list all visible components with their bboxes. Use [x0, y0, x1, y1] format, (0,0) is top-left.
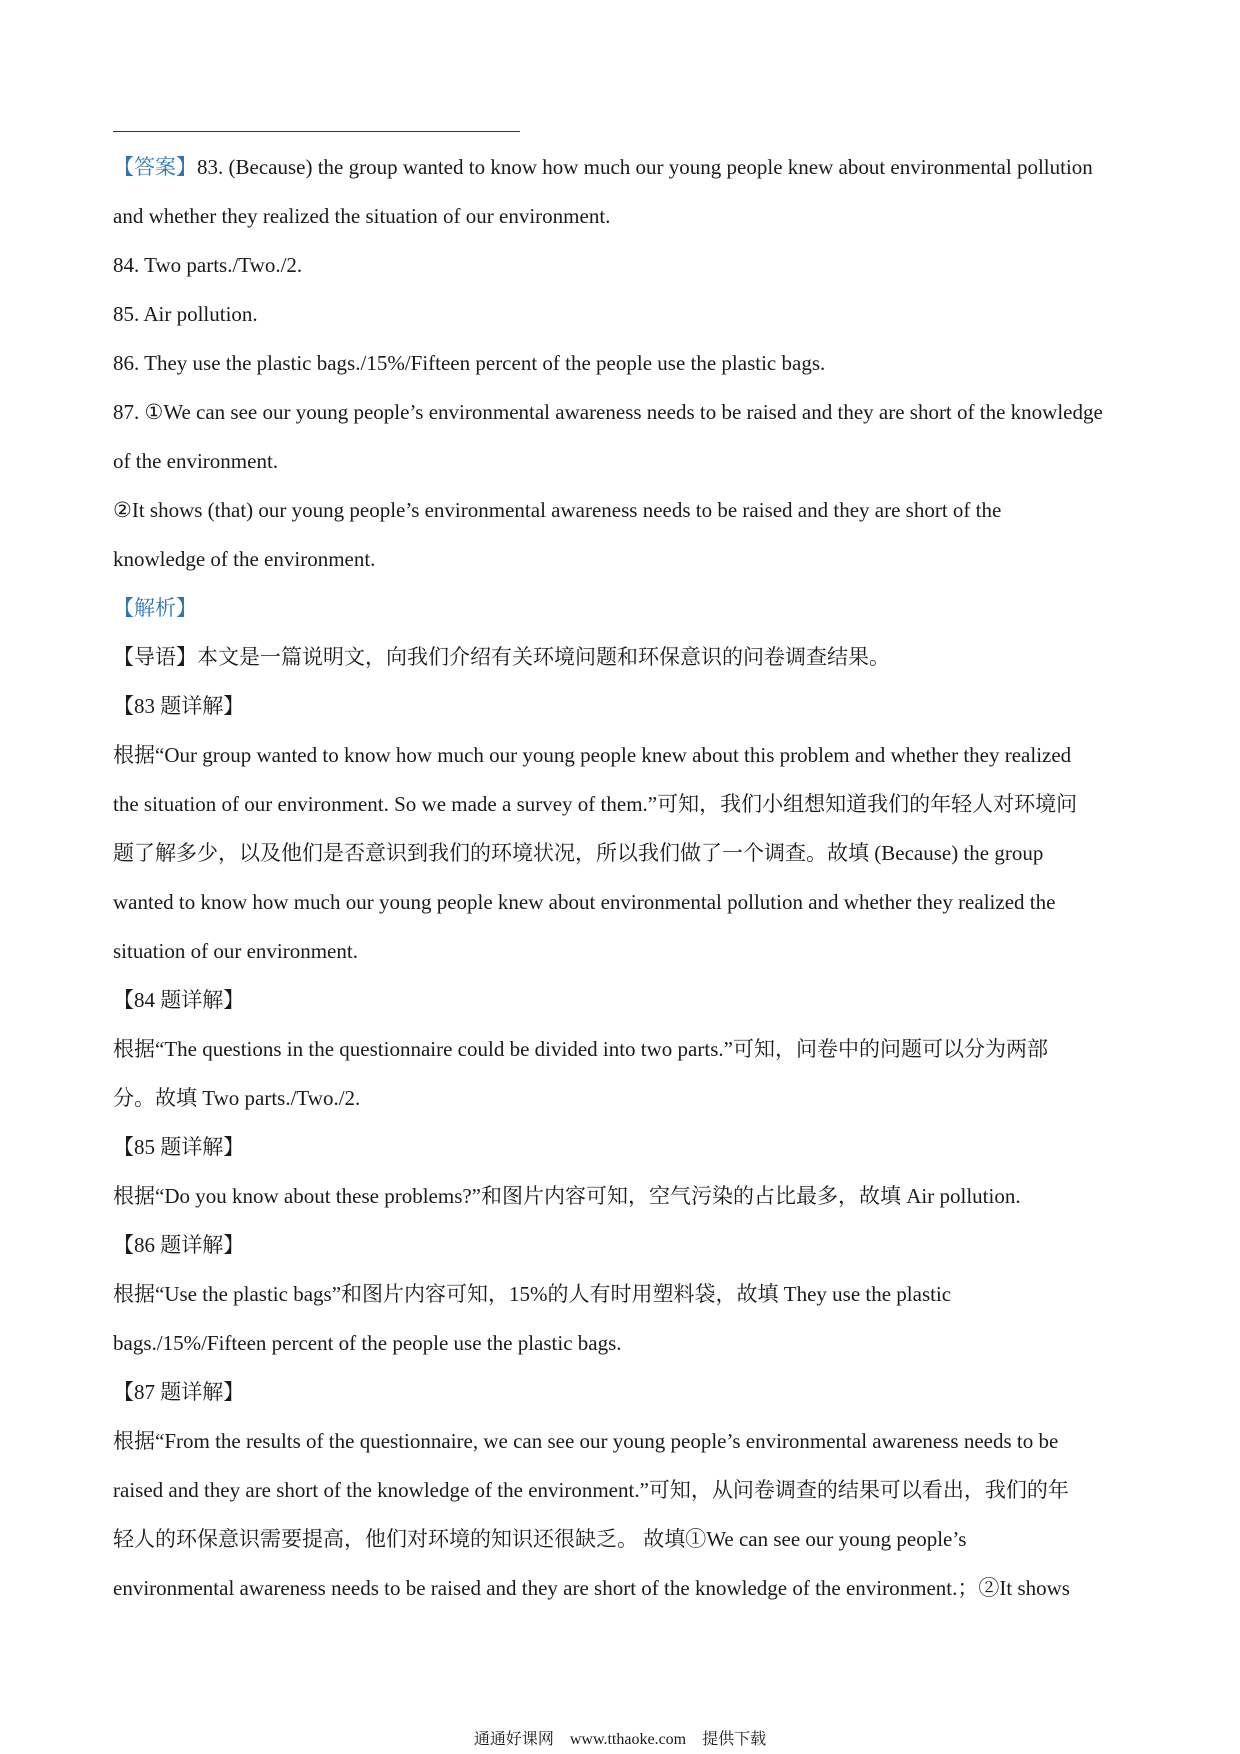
section-heading-83: 【83 题详解】 — [113, 694, 245, 718]
footnote-rule — [113, 131, 520, 132]
answer-line-7: of the environment. — [113, 449, 279, 473]
section-heading-86: 【86 题详解】 — [113, 1233, 245, 1257]
section-87-line-1: 根据“From the results of the questionnaire, we can see our young people’s environmental awareness needs to be — [113, 1429, 1059, 1453]
answer-line-2: and whether they realized the situation of our environment. — [113, 204, 611, 228]
section-86-line-1: 根据“Use the plastic bags”和图片内容可知，15%的人有时用塑料袋，故填 They use the plastic — [113, 1282, 952, 1306]
answer-line-8: ②It shows (that) our young people’s environmental awareness needs to be raised and they are short of the — [113, 498, 1002, 522]
analysis-intro: 【导语】本文是一篇说明文，向我们介绍有关环境问题和环保意识的问卷调查结果。 — [113, 645, 890, 669]
section-87-line-4: environmental awareness needs to be raised and they are short of the knowledge of the environment.；②It shows — [113, 1576, 1070, 1600]
answer-line-9: knowledge of the environment. — [113, 547, 376, 571]
answer-line-6: 87. ①We can see our young people’s environmental awareness needs to be raised and they are short of the knowledge — [113, 400, 1103, 424]
section-83-line-3: 题了解多少，以及他们是否意识到我们的环境状况，所以我们做了一个调查。故填 (Because) the group — [113, 841, 1044, 865]
section-87-line-3: 轻人的环保意识需要提高，他们对环境的知识还很缺乏。 故填①We can see our young people’s — [113, 1527, 967, 1551]
section-83-line-2: the situation of our environment. So we made a survey of them.”可知，我们小组想知道我们的年轻人对环境问 — [113, 792, 1078, 816]
section-84-line-1: 根据“The questions in the questionnaire could be divided into two parts.”可知，问卷中的问题可以分为两部 — [113, 1037, 1048, 1061]
section-84-line-2: 分。故填 Two parts./Two./2. — [113, 1086, 361, 1110]
answer-text: 83. (Because) the group wanted to know how much our young people knew about environmental pollution — [197, 155, 1093, 179]
document-body — [113, 143, 1137, 1613]
section-heading-87: 【87 题详解】 — [113, 1380, 245, 1404]
section-86-line-2: bags./15%/Fifteen percent of the people use the plastic bags. — [113, 1331, 622, 1355]
analysis-heading — [113, 584, 1137, 633]
section-83-line-1: 根据“Our group wanted to know how much our young people knew about this problem and whether they realized — [113, 743, 1072, 767]
answer-line-3: 84. Two parts./Two./2. — [113, 253, 303, 277]
answer-line-1 — [113, 143, 1137, 192]
footer-url[interactable]: www.tthaoke.com — [569, 1731, 687, 1748]
section-83-line-4: wanted to know how much our young people knew about environmental pollution and whether they realized the — [113, 890, 1056, 914]
section-87-line-2: raised and they are short of the knowledge of the environment.”可知，从问卷调查的结果可以看出，我们的年 — [113, 1478, 1069, 1502]
answer-line-4: 85. Air pollution. — [113, 302, 258, 326]
section-heading-84: 【84 题详解】 — [113, 988, 245, 1012]
answer-line-5: 86. They use the plastic bags./15%/Fifteen percent of the people use the plastic bags. — [113, 351, 826, 375]
footer-site-name: 通通好课网 — [473, 1731, 554, 1748]
section-heading-85: 【85 题详解】 — [113, 1135, 245, 1159]
page-footer — [0, 1730, 1240, 1750]
section-83-line-5: situation of our environment. — [113, 939, 358, 963]
analysis-tag: 【解析】 — [113, 596, 197, 620]
footer-suffix: 提供下载 — [702, 1731, 767, 1748]
answer-tag: 【答案】 — [113, 155, 197, 179]
section-85-line-1: 根据“Do you know about these problems?”和图片内容可知，空气污染的占比最多，故填 Air pollution. — [113, 1184, 1021, 1208]
